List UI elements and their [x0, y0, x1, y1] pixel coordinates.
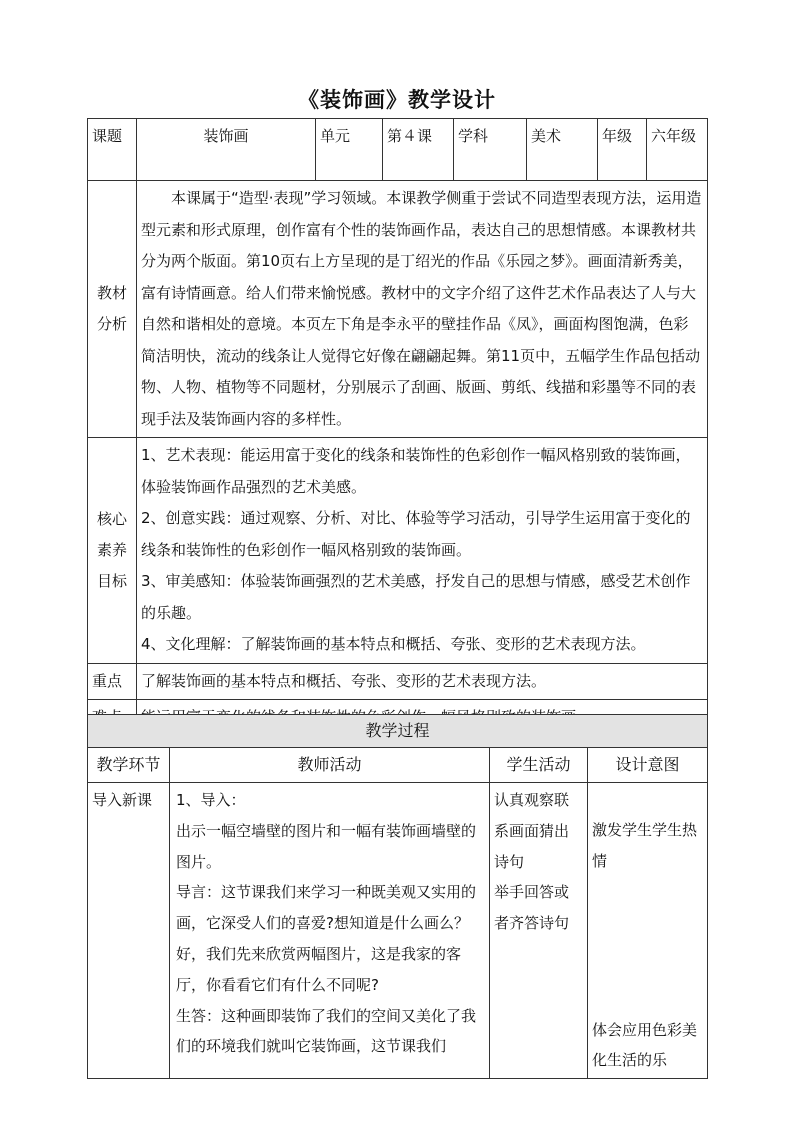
teacher-line: 导言：这节课我们来学习一种既美观又实用的画，它深受人们的喜爱?想知道是什么画么？好，我们先来欣赏两幅图片，这是我家的客厅，你看看它们有什么不同呢?: [176, 883, 477, 994]
subject-label: 学科: [454, 119, 527, 181]
process-row: [88, 783, 708, 1079]
process-banner: 教学过程: [88, 715, 708, 748]
unit-label: 单元: [316, 119, 383, 181]
core-item: 4、文化理解：了解装饰画的基本特点和概括、夸张、变形的艺术表现方法。: [141, 635, 646, 653]
grade-label: 年级: [598, 119, 647, 181]
teacher-line: 出示一幅空墙壁的图片和一幅有装饰画墙壁的图片。: [176, 821, 477, 871]
student-line: 认真观察联系画面猜出诗句: [494, 791, 570, 871]
grade-value: 六年级: [647, 119, 708, 181]
process-header-row: [88, 748, 708, 783]
unit-value: 第４课: [383, 119, 454, 181]
header-student: 学生活动: [490, 748, 588, 783]
intent-line: 激发学生学生热情: [592, 821, 698, 870]
student-line: 举手回答或者齐答诗句: [494, 883, 570, 933]
intent-line: 体会应用色彩美化生活的乐: [592, 1020, 698, 1070]
header-intent: 设计意图: [588, 748, 708, 783]
header-stage: 教学环节: [88, 748, 170, 783]
course-label: 课题: [88, 119, 137, 181]
key-point-text: 了解装饰画的基本特点和概括、夸张、变形的艺术表现方法。: [137, 663, 708, 699]
intent-cell: [588, 783, 708, 1079]
teacher-line: 1、导入：: [176, 791, 246, 809]
key-point-label: 重点: [88, 663, 137, 699]
subject-value: 美术: [527, 119, 598, 181]
core-label: 核心素养目标: [88, 438, 137, 664]
analysis-text: 本课属于“造型·表现”学习领域。本课教学侧重于尝试不同造型表现方法，运用造型元素和形式原理，创作富有个性的装饰画作品，表达自己的思想情感。本课教材共分为两个版面。第10页右上方呈现的是丁绍光的作品《乐园之梦》。画面清新秀美，富有诗情画意。给人们带来愉悦感。教材中的文字介绍了这件艺术作品表达了人与大自然和谐相处的意境。本页左下角是李永平的壁挂作品《凤》，画面构图饱满，色彩简洁明快，流动的线条让人觉得它好像在翩翩起舞。第11页中，五幅学生作品包括动物、人物、植物等不同题材，分别展示了刮画、版画、剪纸、线描和彩墨等不同的表现手法及装饰画内容的多样性。: [141, 189, 702, 428]
core-row: [88, 438, 708, 664]
core-item: 1、艺术表现：能运用富于变化的线条和装饰性的色彩创作一幅风格别致的装饰画，体验装饰画作品强烈的艺术美感。: [141, 446, 691, 496]
course-row: [88, 119, 708, 181]
course-value: 装饰画: [137, 119, 316, 181]
teacher-activity-cell: [170, 783, 490, 1079]
student-activity-cell: [490, 783, 588, 1079]
core-item: 2、创意实践：通过观察、分析、对比、体验等学习活动，引导学生运用富于变化的线条和装饰性的色彩创作一幅风格别致的装饰画。: [141, 509, 691, 559]
stage-cell: 导入新课: [88, 783, 170, 1079]
teacher-line: 生答：这种画即装饰了我们的空间又美化了我们的环境我们就叫它装饰画，这节课我们: [176, 1006, 477, 1056]
analysis-label: 教材分析: [88, 181, 137, 438]
analysis-row: [88, 181, 708, 438]
document-title: 《装饰画》教学设计: [298, 87, 496, 112]
header-teacher: 教师活动: [170, 748, 490, 783]
key-point-row: [88, 663, 708, 699]
teaching-process-table: [87, 714, 708, 1079]
lesson-info-table: [87, 118, 708, 736]
core-item: 3、审美感知：体验装饰画强烈的艺术美感，抒发自己的思想与情感，感受艺术创作的乐趣。: [141, 572, 691, 622]
